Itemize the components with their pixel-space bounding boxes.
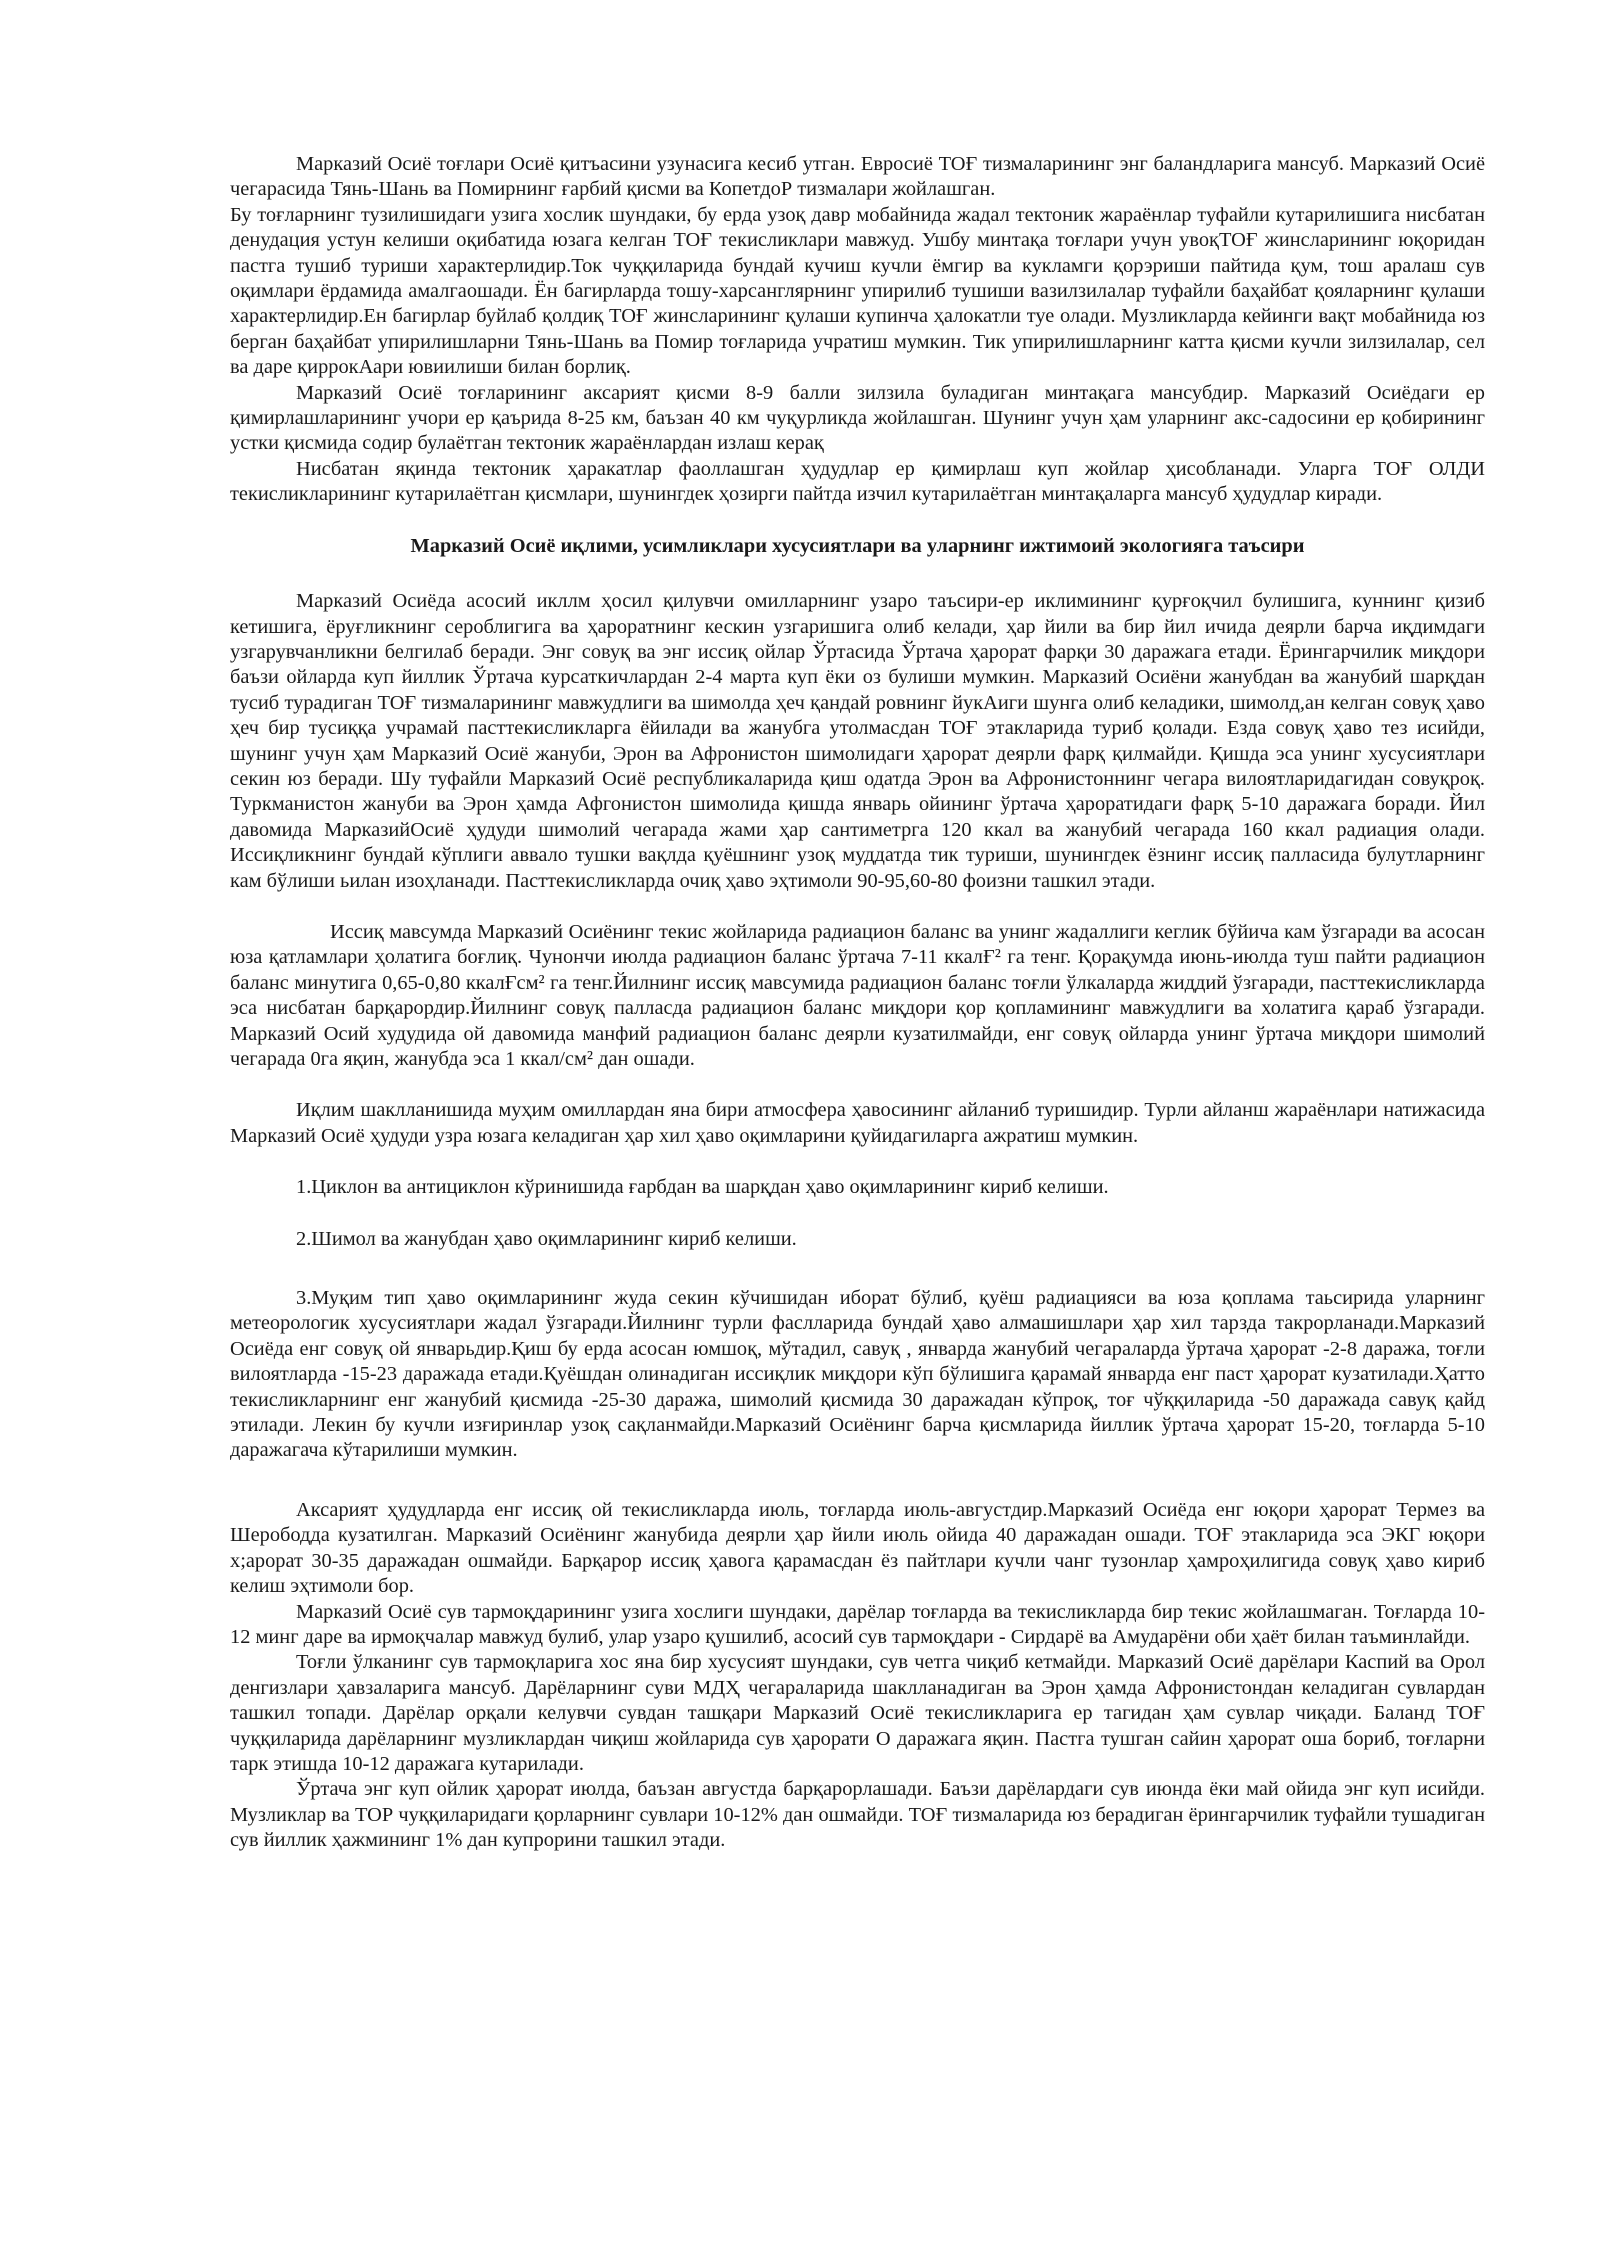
paragraph-1: Марказий Осиё тоғлари Осиё қитъасини узунасига кесиб утган. Евросиё ТОҒ тизмаларининг энг баландларига мансуб. Марказий Осиё чегарасида Тянь-Шань ва Помирнинг ғарбий қисми ва КопетдоР тизмалари жойлашган.: [230, 153, 1485, 201]
paragraph-4: Нисбатан яқинда тектоник ҳаракатлар фаоллашган ҳудудлар ер қимирлаш куп жойлар ҳисобланади. Уларга ТОҒ ОЛДИ текисликларининг кутарилаётган қисмлари, шунингдек ҳозирги пайтда изчил кутарилаётган минтақаларга мансуб ҳудудлар киради.: [230, 457, 1485, 506]
paragraph-5: Марказий Осиёда асосий икллм ҳосил қилувчи омилларнинг узаро таъсири-ер иклимининг қурғоқчил булишига, куннинг қизиб кетишига, ёруғликнинг сероблигига ва ҳароратнинг кескин узгаришига олиб келади, ҳар йили ва бир йил ичида деярли барча иқдимдаги узгарувчанликни белгилаб беради. Энг совуқ ва энг иссиқ ойлар Ўртасида Ўртача ҳарорат фарқи 30 даражага етади. Ёрингарчилик миқдори баъзи ойларда куп йиллик Ўртача курсаткичлардан 2-4 марта куп ёки оз булиши мумкин. Марказий Осиёни жанубдан ва жанубий шарқдан тусиб турадиган ТОҒ тизмаларининг мавжудлиги ва шимолда ҳеч қандай ровнинг йукАиги шунга олиб келадики, шимолд,ан келган совуқ ҳаво ҳеч бир тусиққа учрамай пасттекисликларга ёйилади ва жанубга утолмасдан ТОҒ этакларида туриб қолади. Езда совуқ ҳаво тез исийди, шунинг учун ҳам Марказий Осиё жануби, Эрон ва Афронистон шимолидаги ҳарорат деярли фарқ қилмайди. Қишда эса унинг хусусиятлари секин юз беради. Шу туфайли Марказий Осиё республикаларида қиш одатда Эрон ва Афронистоннинг чегара вилоятларидагидан совуқроқ. Туркманистон жануби ва Эрон ҳамда Афгонистон шимолида қишда январь ойининг ўртача ҳароратидаги фарқ 5-10 даражага боради. Йил давомида МарказийОсиё ҳудуди шимолий чегарада жами ҳар сантиметрга 120 ккал ва жанубий чегарада 160 ккал радиация олади. Иссиқликнинг бундай кўплиги аввало тушки вақлда қуёшнинг узоқ муддатда тик туриши, шунингдек ёзнинг иссиқ палласида булутларнинг кам бўлиши ьилан изоҳланади. Пасттекисликларда очиқ ҳаво эҳтимоли 90-95,60-80 фоизни ташкил этади.: [230, 590, 1485, 892]
paragraph-9: Марказий Осиё сув тармоқдарининг узига хослиги шундаки, дарёлар тоғларда ва текисликларда бир текис жойлашмаган. Тоғларда 10-12 минг даре ва ирмоқчалар мавжуд булиб, улар узаро қушилиб, асосий сув тармоқдари - Сирдарё ва Амударёни оби ҳаёт билан таъминлайди.: [230, 1600, 1485, 1648]
list-item-1: 1.Циклон ва антициклон кўринишида ғарбдан ва шарқдан ҳаво оқимларининг кириб келиши.: [296, 1176, 1109, 1199]
section-heading: Марказий Осиё иқлими, усимликлари хусусиятлари ва уларнинг ижтимоий экологияга таъсири: [410, 534, 1305, 557]
document-page: [230, 152, 1485, 1854]
paragraph-2: Бу тоғларнинг тузилишидаги узига хослик шундаки, бу ерда узоқ давр мобайнида жадал тектоник жараёнлар туфайли кутарилишига нисбатан денудация устун келиши оқибатида юзага келган ТОҒ текисликлари мавжуд. Ушбу минтақа тоғлари учун увоқТОҒ жинсларининг юқоридан пастга тушиб туриши характерлидир.Ток чуққиларида бундай кучиш кучли ёмгир ва кукламги қорэриши пайтида қум, тош аралаш сув оқимлари ёрдамида амалгаошади. Ён багирларда тошу-харсанглярнинг упирилиб тушиши вазилзилалар туфайли баҳайбат қояларнинг қулаши характерлидир.Ен багирлар буйлаб қолдиқ ТОҒ жинсларининг қулаши купинча ҳалокатли туе олади. Музликларда кейинги вақт мобайнида юз берган баҳайбат упирилишларни Тянь-Шань ва Помир тоғларида учратиш мумкин. Тик упирилишларнинг катта қисми кучли зилзилалар, сел ва даре қиррокАари ювиилиши билан борлиқ.: [230, 203, 1485, 379]
list-item-3: 3.Муқим тип ҳаво оқимларининг жуда секин кўчишидан иборат бўлиб, қуёш радиацияси ва юза қоплама таьсирида уларнинг метеорологик хусусиятлари жадал ўзгаради.Йилнинг турли фаслларида бундай ҳаво алмашишлари ҳар хил тарзда такрорланади.Марказий Осиёда енг совуқ ой январьдир.Қиш бу ерда асосан юмшоқ, мўтадил, савуқ , январда жанубий чегараларда ўртача ҳарорат -2-8 даража, тоғли вилоятларда -15-23 даражада етади.Қуёшдан олинадиган иссиқлик миқдори кўп бўлишига қарамай январда енг паст ҳарорат кузатилади.Ҳатто текисликларнинг енг жанубий қисмида -25-30 даража, шимолий қисмида 30 даражадан кўпроқ, тоғ чўққиларида -50 даражада савуқ қайд этилади. Лекин бу кучли изғиринлар узоқ сақланмайди.Марказий Осиёнинг барча қисмларида йиллик ўртача ҳарорат 15-20, тоғларда 5-10 даражагача кўтарилиши мумкин.: [230, 1287, 1485, 1462]
list-item-2: 2.Шимол ва жанубдан ҳаво оқимларининг кириб келиши.: [296, 1227, 797, 1250]
paragraph-3: Марказий Осиё тоғларининг аксарият қисми 8-9 балли зилзила буладиган минтақага мансубдир. Марказий Осиёдаги ер қимирлашларининг учори ер қаърида 8-25 км, баъзан 40 км чуқурликда жойлашган. Шунинг учун ҳам уларнинг акс-садосини ер қобирининг устки қисмида содир булаётган тектоник жараёнлардан излаш керақ: [230, 381, 1485, 455]
paragraph-8: Аксарият ҳудудларда енг иссиқ ой текисликларда июль, тоғларда июль-августдир.Марказий Осиёда енг юқори ҳарорат Термез ва Шерободда кузатилган. Марказий Осиёнинг жанубида деярли ҳар йили июль ойида 40 даражадан ошади. ТОҒ этакларида эса ЭКГ юқори х;арорат 30-35 даражадан ошмайди. Барқарор иссиқ ҳавога қарамасдан ёз пайтлари кучли чанг тузонлар ҳамроҳилигида совуқ ҳаво кириб келиш эҳтимоли бор.: [230, 1498, 1485, 1598]
paragraph-7: Иқлим шаклланишида муҳим омиллардан яна бири атмосфера ҳавосининг айланиб туришидир. Турли айланш жараёнлари натижасида Марказий Осиё ҳудуди узра юзага келадиган ҳар хил ҳаво оқимларини қуйидагиларга ажратиш мумкин.: [230, 1099, 1485, 1147]
paragraph-11: Ўртача энг куп ойлик ҳарорат июлда, баъзан августда барқарорлашади. Баъзи дарёлардаги сув июнда ёки май ойида энг куп исийди. Музликлар ва ТОР чуққиларидаги қорларнинг сувлари 10-12% дан ошмайди. ТОҒ тизмаларида юз берадиган ёрингарчилик туфайли тушадиган сув йиллик ҳажмининг 1% дан купрорини ташкил этади.: [230, 1778, 1485, 1852]
paragraph-6: Иссиқ мавсумда Марказий Осиёнинг текис жойларида радиацион баланс ва унинг жадаллиги кеглик бўйича кам ўзгаради ва асосан юза қатламлари ҳолатига боғлиқ. Чунончи июлда радиацион баланс ўртача 7-11 ккалҒ² га тенг. Қорақумда июнь-июлда туш пайти радиацион баланс минутига 0,65-0,80 ккалҒсм² га тенг.Йилнинг иссиқ мавсумида радиацион баланс тоғли ўлкаларда жиддий ўзгаради, пасттекисликларда эса нисбатан барқарордир.Йилнинг совуқ палласда радиацион баланс миқдори қор қопламининг мавжудлиги ва холатига қараб ўзгаради. Марказий Осий худудида ой давомида манфий радиацион баланс деярли кузатилмайди, енг совуқ ойларда унинг ўртача миқдори шимолий чегарада 0га яқин, жанубда эса 1 ккал/см² дан ошади.: [230, 920, 1485, 1070]
paragraph-10: Тоғли ўлканинг сув тармоқларига хос яна бир хусусият шундаки, сув четга чиқиб кетмайди. Марказий Осиё дарёлари Каспий ва Орол денгизлари ҳавзаларига мансуб. Дарёларнинг суви МДҲ чегараларида шаклланадиган ва Эрон ҳамда Афронистондан келадиган сувлардан ташкил топади. Дарёлар орқали келувчи сувдан ташқари Марказий Осиё текисликларига ер тагидан ҳам сувлар чиқади. Баланд ТОҒ чуққиларида дарёларнинг музликлардан чиқиш жойларида сув ҳарорати О даражага яқин. Пастга тушган сайин ҳарорат оша бориб, тоғларни тарк этишда 10-12 даражага кутарилади.: [230, 1651, 1485, 1775]
